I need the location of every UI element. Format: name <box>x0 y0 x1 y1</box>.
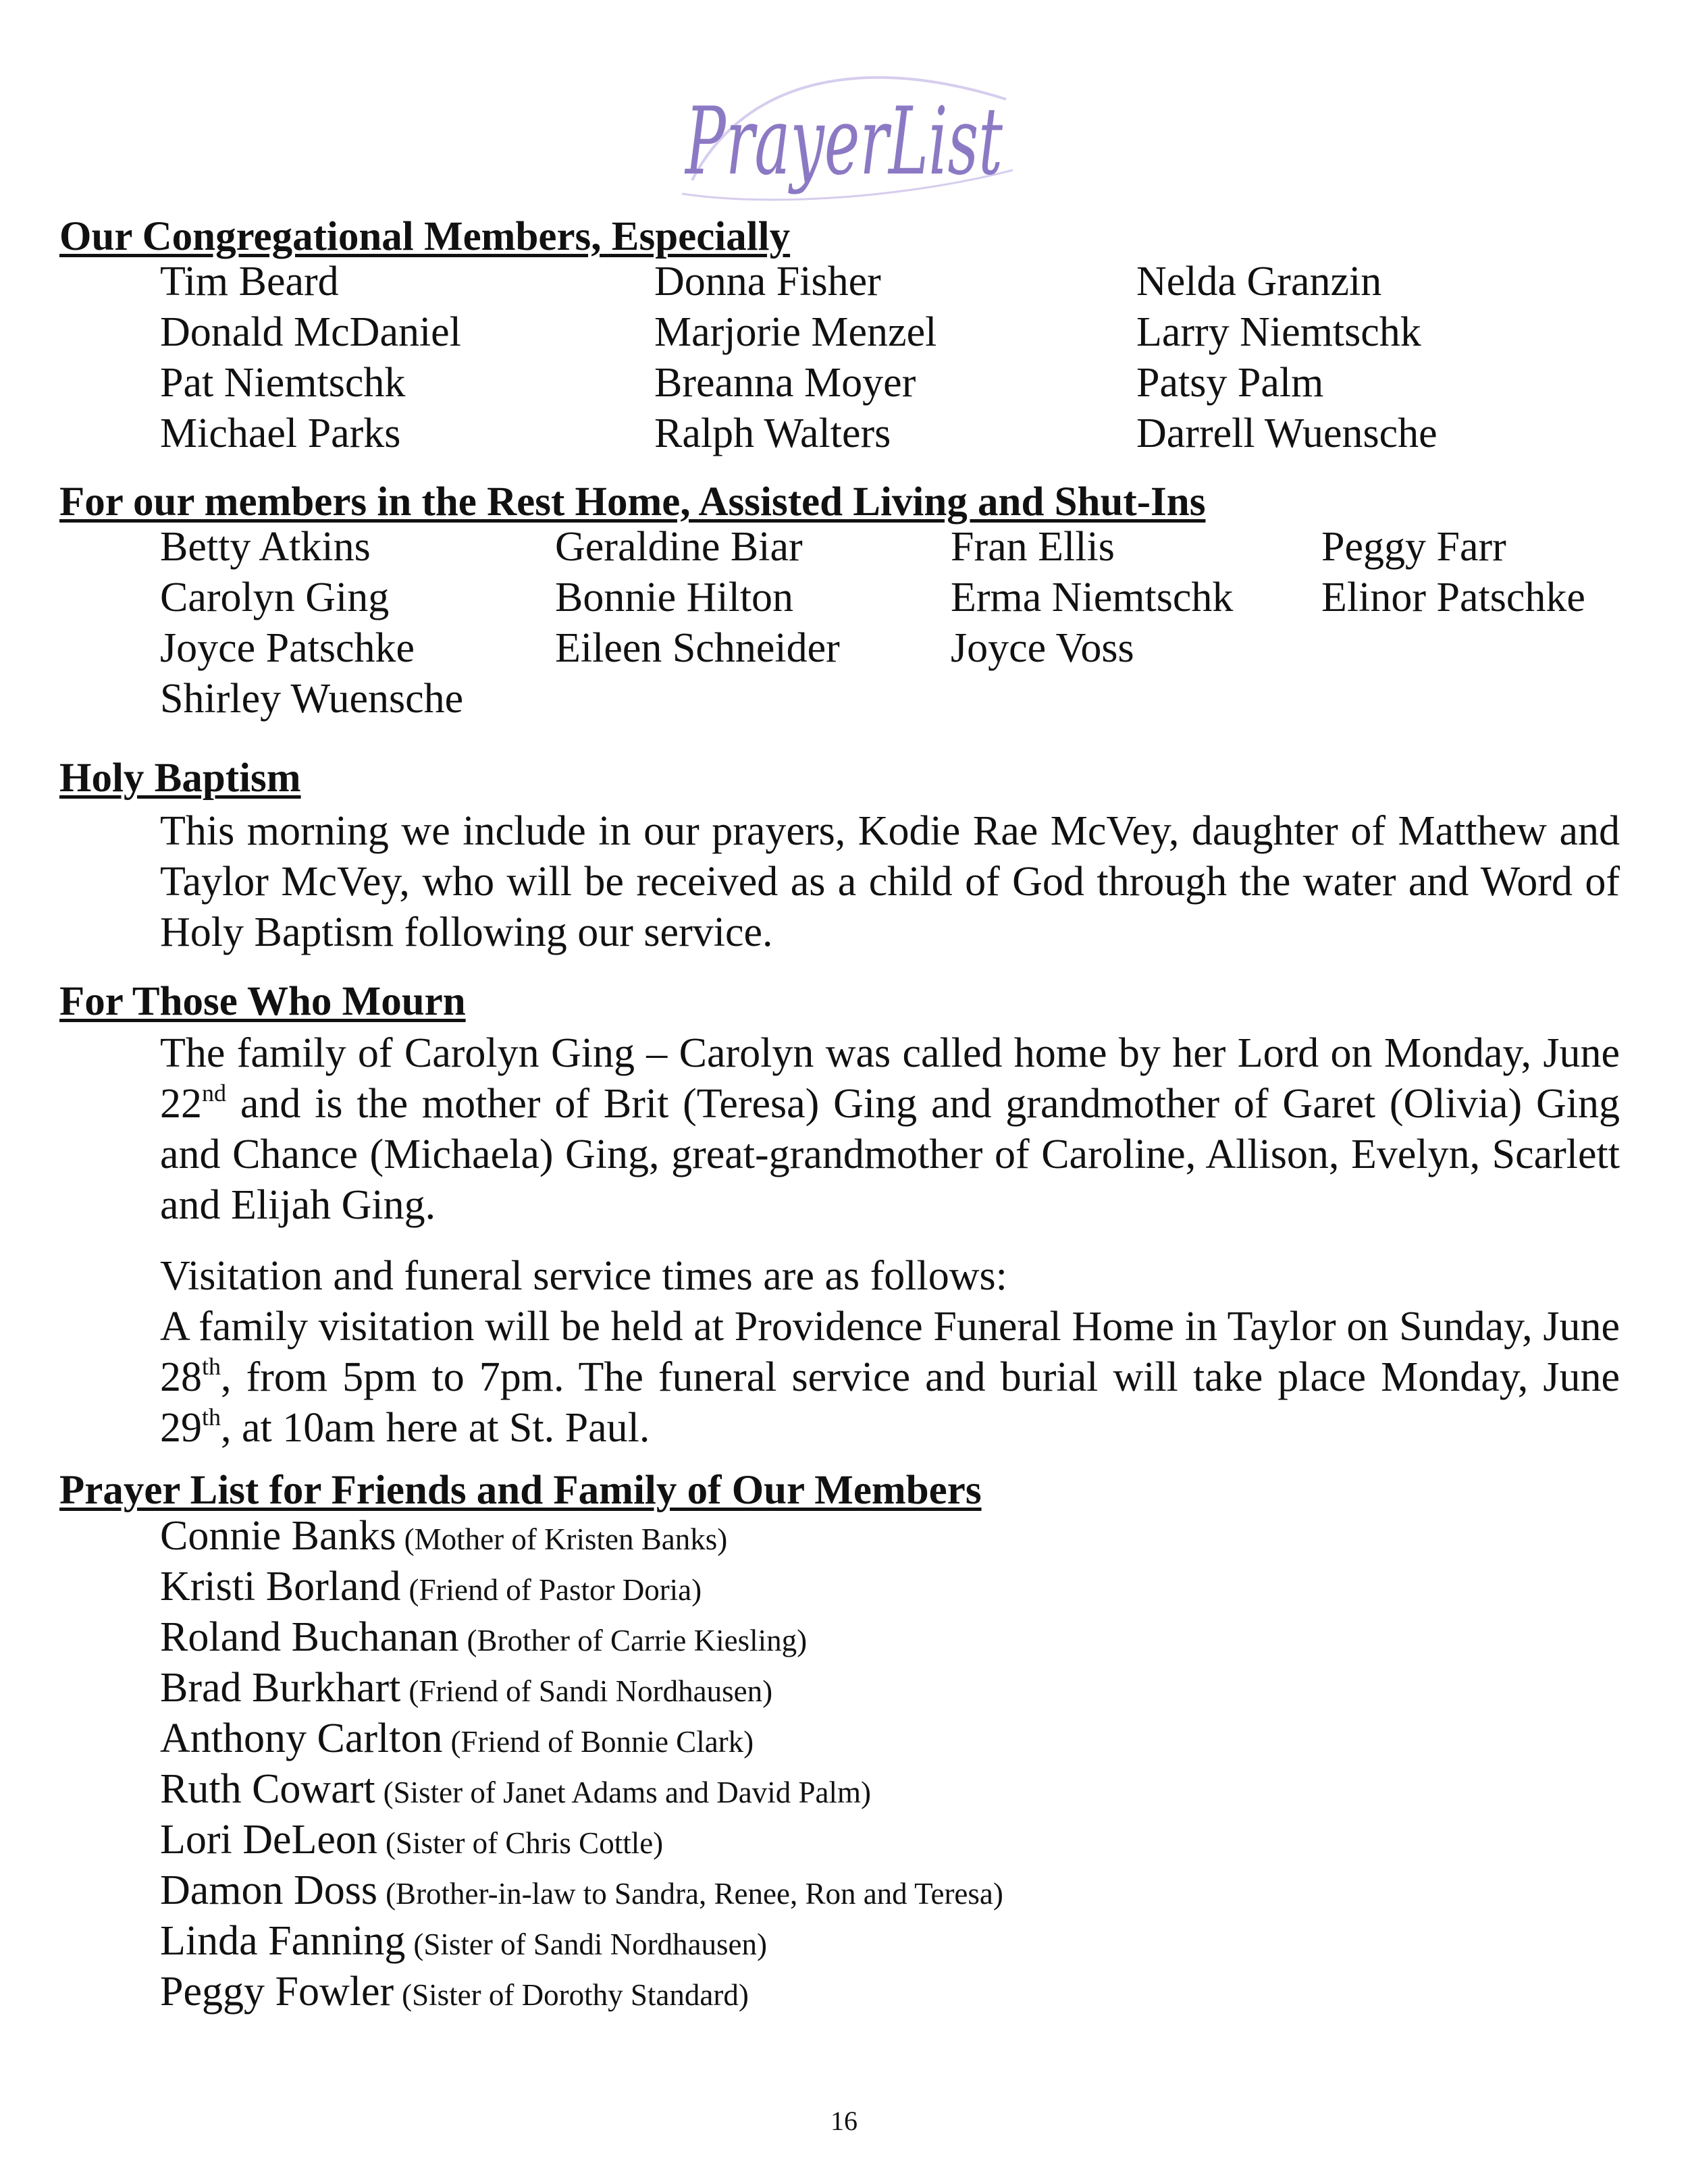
friend-relation: (Sister of Sandi Nordhausen) <box>413 1927 767 1961</box>
friend-name: Connie Banks <box>160 1513 396 1559</box>
list-item <box>160 1764 1003 1815</box>
mourn-text: The family of Carolyn Ging – Carolyn was called home by her Lord on Monday, June 22 <box>160 1030 1620 1127</box>
friends-heading: Prayer List for Friends and Family of Our Members <box>59 1468 982 1513</box>
congregational-heading: Our Congregational Members, Especially <box>59 214 791 259</box>
friend-relation: (Brother of Carrie Kiesling) <box>467 1624 808 1657</box>
friend-name: Damon Doss <box>160 1867 378 1913</box>
member-name: Nelda Granzin <box>1136 259 1382 304</box>
mourn-heading: For Those Who Mourn <box>59 979 466 1024</box>
baptism-heading: Holy Baptism <box>59 755 301 801</box>
friend-name: Kristi Borland <box>160 1564 401 1609</box>
member-name: Joyce Voss <box>951 625 1134 671</box>
list-item <box>160 1663 1003 1713</box>
ordinal-suffix: th <box>202 1404 221 1431</box>
friend-relation: (Friend of Sandi Nordhausen) <box>408 1674 773 1708</box>
member-name: Pat Niemtschk <box>160 360 406 406</box>
member-name: Shirley Wuensche <box>160 676 464 722</box>
mourn-text: , at 10am here at St. Paul. <box>221 1405 650 1451</box>
member-name: Breanna Moyer <box>654 360 916 406</box>
rest-home-heading: For our members in the Rest Home, Assisted Living and Shut-Ins <box>59 479 1206 525</box>
member-name: Peggy Farr <box>1321 524 1506 570</box>
member-name: Elinor Patschke <box>1321 575 1585 620</box>
mourn-visitation-intro: Visitation and funeral service times are as follows: <box>160 1253 1007 1299</box>
list-item <box>160 1511 1003 1562</box>
ordinal-suffix: nd <box>202 1080 226 1107</box>
list-item <box>160 1562 1003 1612</box>
rest-home-names <box>160 522 1672 724</box>
list-item <box>160 1865 1003 1916</box>
member-name: Eileen Schneider <box>555 625 840 671</box>
friends-list <box>160 1511 1003 2017</box>
member-name: Betty Atkins <box>160 524 371 570</box>
mourn-text: , from 5pm to 7pm. The funeral service and burial will take place Monday, June 29 <box>160 1354 1620 1451</box>
congregational-names <box>160 257 1636 459</box>
list-item <box>160 1967 1003 2017</box>
list-item <box>160 1916 1003 1967</box>
friend-name: Ruth Cowart <box>160 1766 375 1812</box>
member-name <box>555 674 951 724</box>
mourn-paragraph-family <box>160 1028 1620 1231</box>
member-name: Erma Niemtschk <box>951 575 1234 620</box>
friend-relation: (Mother of Kristen Banks) <box>404 1522 728 1556</box>
member-name: Joyce Patschke <box>160 625 415 671</box>
logo-text: PrayerList <box>684 87 1003 196</box>
prayer-list-logo <box>665 62 1023 207</box>
member-name: Patsy Palm <box>1136 360 1324 406</box>
friend-name: Lori DeLeon <box>160 1817 377 1863</box>
member-name: Larry Niemtschk <box>1136 309 1421 355</box>
member-name <box>1321 623 1672 674</box>
friend-name: Brad Burkhart <box>160 1665 401 1711</box>
friend-name: Anthony Carlton <box>160 1715 443 1761</box>
baptism-text: This morning we include in our prayers, Kodie Rae McVey, daughter of Matthew and Taylor McVey, who will be received as a child of God through the water and Word of Holy Baptism following our service. <box>160 808 1620 955</box>
friend-relation: (Sister of Dorothy Standard) <box>402 1978 749 2012</box>
member-name <box>1321 674 1672 724</box>
member-name: Darrell Wuensche <box>1136 410 1438 456</box>
friend-relation: (Brother-in-law to Sandra, Renee, Ron and Teresa) <box>386 1877 1003 1911</box>
member-name: Fran Ellis <box>951 524 1115 570</box>
ordinal-suffix: th <box>202 1353 221 1380</box>
member-name: Carolyn Ging <box>160 575 390 620</box>
member-name: Donald McDaniel <box>160 309 461 355</box>
friend-relation: (Friend of Pastor Doria) <box>408 1573 702 1607</box>
member-name: Bonnie Hilton <box>555 575 794 620</box>
member-name: Donna Fisher <box>654 259 881 304</box>
member-name <box>951 674 1321 724</box>
friend-name: Peggy Fowler <box>160 1969 394 2015</box>
list-item <box>160 1612 1003 1663</box>
member-name: Michael Parks <box>160 410 401 456</box>
friend-relation: (Sister of Chris Cottle) <box>385 1826 664 1860</box>
member-name: Marjorie Menzel <box>654 309 937 355</box>
list-item <box>160 1815 1003 1865</box>
member-name: Ralph Walters <box>654 410 891 456</box>
friend-name: Linda Fanning <box>160 1918 406 1964</box>
friend-relation: (Sister of Janet Adams and David Palm) <box>383 1776 871 1809</box>
page-number: 16 <box>830 2106 858 2136</box>
friend-relation: (Friend of Bonnie Clark) <box>450 1725 754 1759</box>
list-item <box>160 1713 1003 1764</box>
member-name: Geraldine Biar <box>555 524 803 570</box>
mourn-text: A family visitation will be held at Providence Funeral Home in Taylor on Sunday, June 28 <box>160 1304 1620 1400</box>
member-name: Tim Beard <box>160 259 339 304</box>
prayer-list-logo-graphic <box>665 62 1023 207</box>
friend-name: Roland Buchanan <box>160 1614 459 1660</box>
mourn-text: and is the mother of Brit (Teresa) Ging and grandmother of Garet (Olivia) Ging and Chance (Michaela) Ging, great-grandmother of Caroline, Allison, Evelyn, Scarlett and Elijah Ging. <box>160 1081 1620 1228</box>
mourn-paragraph-visitation <box>160 1302 1620 1454</box>
